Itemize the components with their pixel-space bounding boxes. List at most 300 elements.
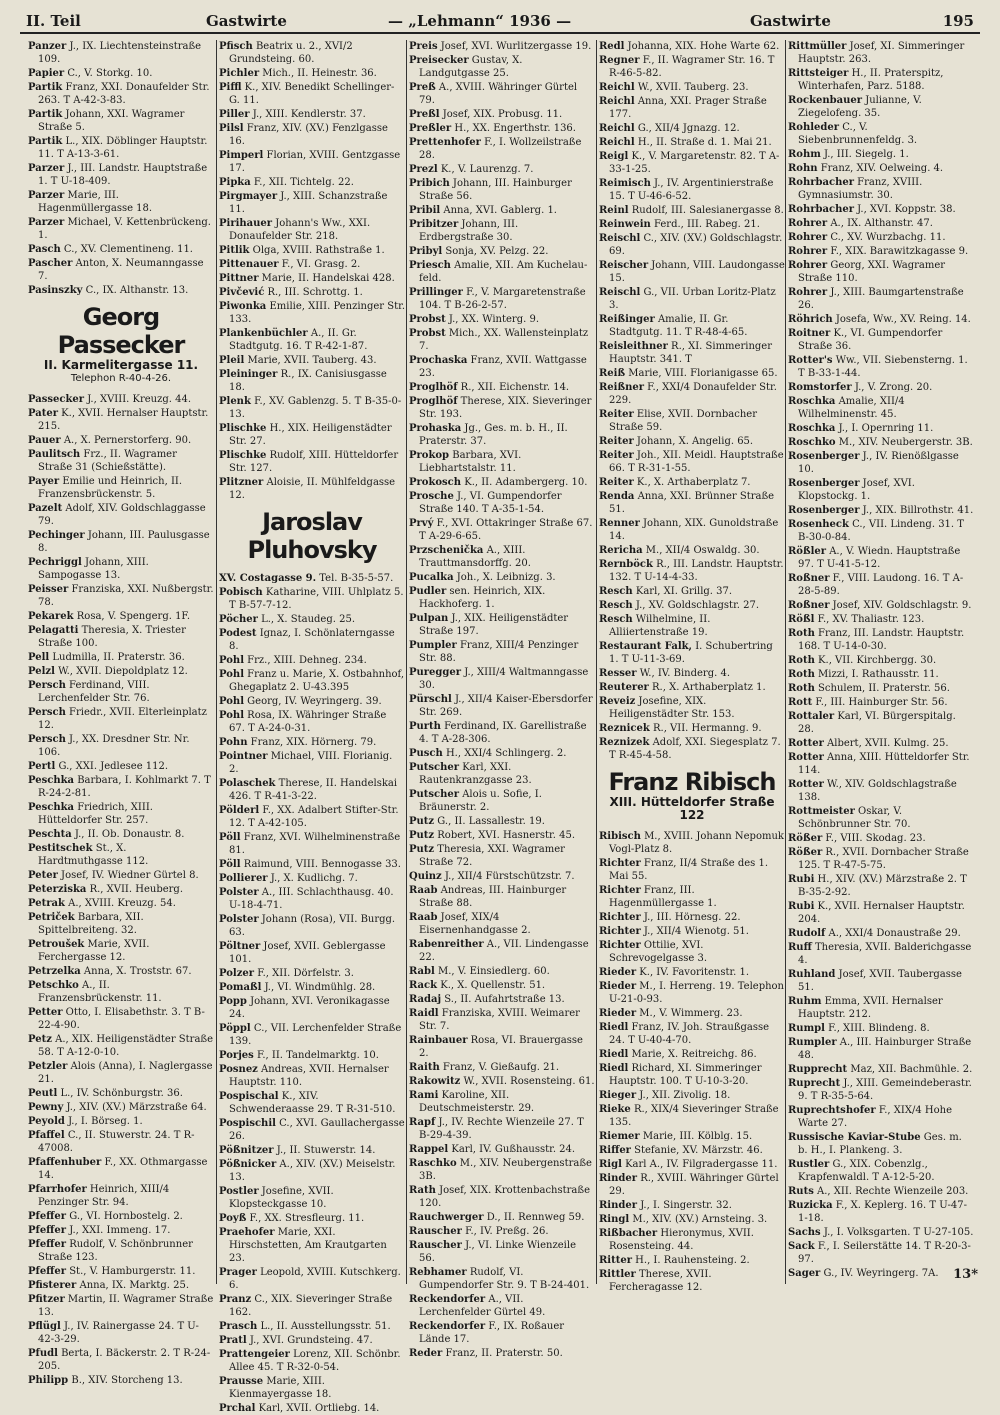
entry-address: Ferdinand, IX. Garellistraße 4. T A-28-306. (419, 721, 587, 745)
entry-address: Josefa, Ww., XV. Reing. 14. (832, 314, 971, 325)
entry-address: Anna, XIII. Hütteldorfer Str. 114. (798, 752, 970, 776)
directory-entry (599, 1048, 785, 1061)
directory-entry (409, 1225, 595, 1238)
directory-entry (599, 1268, 785, 1294)
entry-address: Franz, XIII/4 Penzinger Str. 88. (419, 640, 579, 664)
entry-name: Pribyl (409, 246, 443, 257)
entry-address: Emilie, XIII. Penzinger Str. 133. (229, 301, 405, 325)
directory-entry (219, 736, 405, 749)
entry-address: Theresia, XVII. Balderichgasse 4. (798, 942, 972, 966)
directory-entry (219, 300, 405, 326)
directory-entry (219, 1334, 405, 1347)
entry-name: Rottaler (788, 711, 835, 722)
entry-name: Posnez (219, 1064, 258, 1075)
entry-address: Franz, XIX. Hörnerg. 79. (247, 737, 377, 748)
entry-name: Puregger (409, 667, 462, 678)
entry-name: Pauer (28, 435, 61, 446)
directory-entry (599, 490, 785, 516)
entry-name: Piller (219, 109, 250, 120)
directory-entry (599, 313, 785, 339)
directory-entry (219, 654, 405, 667)
entry-address: H., I. Rauhensteing. 2. (631, 1255, 750, 1266)
entry-name: Rami (409, 1090, 439, 1101)
entry-name: Riffer (599, 1145, 631, 1156)
entry-address: C., XIV. (XV.) Goldschlagstr. 69. (609, 233, 783, 257)
entry-name: Polster (219, 887, 259, 898)
entry-name: Rauscher (409, 1240, 462, 1251)
directory-entry (409, 1089, 595, 1115)
entry-name: Roschka (788, 423, 836, 434)
directory-entry (599, 122, 785, 135)
directory-entry (219, 995, 405, 1021)
directory-entry (28, 679, 214, 705)
directory-entry (788, 217, 974, 230)
entry-name: Sager (788, 1268, 821, 1279)
directory-entry (28, 911, 214, 937)
directory-entry (788, 203, 974, 216)
entry-address: H., XX. Engerthstr. 136. (451, 123, 576, 134)
directory-entry (409, 517, 595, 543)
entry-name: Pater (28, 408, 58, 419)
directory-entry (788, 613, 974, 626)
entry-address: Franz, II. Praterstr. 50. (442, 1348, 563, 1359)
entry-name: Polzer (219, 968, 255, 979)
entry-name: Purth (409, 721, 441, 732)
page-header (20, 10, 980, 34)
directory-entry (788, 737, 974, 750)
directory-entry (599, 884, 785, 910)
directory-entry (219, 1185, 405, 1211)
entry-address: Martin, II. Wagramer Straße 13. (38, 1294, 214, 1318)
entry-address: J., XII. Zivolig. 18. (636, 1090, 731, 1101)
directory-entry (219, 613, 405, 626)
directory-entry (599, 204, 785, 217)
directory-entry (28, 216, 214, 242)
directory-entry (409, 354, 595, 380)
entry-address: Franz, XVII. Wattgasse 23. (419, 355, 587, 379)
entry-address: R., X. Arthaberplatz 1. (648, 682, 766, 693)
entry-name: Pleininger (219, 369, 278, 380)
entry-name: Putz (409, 816, 435, 827)
entry-address: C., V. Siebenbrunnenfeldg. 3. (798, 122, 918, 146)
entry-address: H., XIX. Heiligenstädter Str. 27. (229, 423, 392, 447)
entry-address: R., III. Landstr. Hauptstr. 132. T U-14-4-33. (609, 559, 784, 583)
entry-address: J., XIII. Kendlerstr. 37. (249, 109, 366, 120)
entry-address: Josef, XIX/4 Eisernenhandgasse 2. (419, 912, 531, 936)
entry-address: K., XVII. Hernalser Hauptstr. 204. (798, 901, 965, 925)
directory-entry (28, 1238, 214, 1264)
entry-name: Pichler (219, 68, 260, 79)
directory-entry (219, 67, 405, 80)
directory-entry (599, 81, 785, 94)
directory-entry (788, 259, 974, 285)
entry-name: Reischl (599, 287, 641, 298)
entry-address: Franziska, XVIII. Weimarer Str. 7. (419, 1008, 580, 1032)
entry-address: Anton, X. Neumanngasse 7. (38, 258, 204, 282)
entry-address: Josef, XIX. Probusg. 11. (439, 109, 563, 120)
entry-address: M., XVIII. Johann Nepomuk Vogl-Platz 8. (609, 831, 784, 855)
ad-telephone: Telephon R-40-4-26. (70, 373, 172, 384)
directory-entry (28, 1210, 214, 1223)
entry-address: Joh., XII. Meidl. Hauptstraße 66. T R-31-1-55. (609, 450, 784, 474)
entry-name: Pratl (219, 1335, 247, 1346)
directory-entry (409, 136, 595, 162)
directory-entry (599, 544, 785, 557)
directory-entry (219, 476, 405, 502)
directory-entry (409, 313, 595, 326)
entry-name: Pollierer (219, 873, 268, 884)
entry-name: Pestitschek (28, 843, 93, 854)
entry-address: Franziska, XXI. Nußbergstr. 78. (38, 584, 214, 608)
directory-entry (599, 1199, 785, 1212)
entry-address: J., XIV. (XV.) Märzstraße 64. (63, 1102, 207, 1113)
directory-entry (219, 1402, 405, 1415)
directory-entry (599, 177, 785, 203)
directory-entry (28, 108, 214, 134)
entry-name: Peutl (28, 1088, 58, 1099)
entry-address: Joh., X. Leibnizg. 3. (453, 572, 556, 583)
directory-entry (788, 1063, 974, 1076)
entry-address: Johann, VIII. Laudongasse 15. (609, 260, 785, 284)
entry-address: Heinrich, XIII/4 Penzinger Str. 94. (38, 1184, 170, 1208)
directory-entry (28, 828, 214, 841)
entry-name: Ruts (788, 1186, 814, 1197)
entry-name: Rohleder (788, 122, 840, 133)
directory-entry (599, 667, 785, 680)
directory-entry (28, 1224, 214, 1237)
entry-name: Pobisch (219, 587, 263, 598)
directory-entry (28, 869, 214, 882)
entry-address: Alois (Anna), I. Naglergasse 21. (38, 1061, 213, 1085)
entry-address: sen. Heinrich, XIX. Hackhoferg. 1. (419, 586, 546, 610)
entry-address: K., V. Margaretenstr. 82. T A-33-1-25. (609, 151, 780, 175)
directory-entry (219, 1375, 405, 1401)
entry-name: Rößer (788, 833, 823, 844)
entry-address: W., XVII. Diepoldplatz 12. (54, 666, 188, 677)
directory-entry (599, 218, 785, 231)
entry-address: R., III. Schrottg. 1. (264, 287, 363, 298)
directory-entry (219, 422, 405, 448)
entry-name: Petter (28, 1007, 63, 1018)
entry-name: Peter (28, 870, 58, 881)
entry-name: Rieke (599, 1104, 631, 1115)
entry-name: Reinwein (599, 219, 651, 230)
entry-address: A., VII. Lindengasse 22. (419, 939, 589, 963)
entry-name: Rohrer (788, 287, 828, 298)
entry-address: Elise, XVII. Dornbacher Straße 59. (609, 409, 757, 433)
entry-name: Paulitsch (28, 449, 81, 460)
entry-name: Rößer (788, 847, 823, 858)
entry-name: Pelagatti (28, 625, 79, 636)
entry-name: Prausse (219, 1376, 264, 1387)
entry-address: K., X. Quellenstr. 51. (437, 980, 546, 991)
entry-name: Pfisterer (28, 1280, 77, 1291)
entry-address: Albert, XVII. Kulmg. 25. (823, 738, 949, 749)
entry-name: Reuterer (599, 682, 649, 693)
directory-entry (28, 1279, 214, 1292)
directory-entry (219, 1063, 405, 1089)
entry-name: Rapf (409, 1117, 436, 1128)
directory-entry (788, 1022, 974, 1035)
directory-entry (788, 148, 974, 161)
entry-name: Plenk (219, 396, 251, 407)
entry-name: Prokop (409, 450, 450, 461)
entry-name: Porjes (219, 1050, 254, 1061)
book-title: — „Lehmann“ 1936 — (388, 12, 572, 30)
entry-name: Postler (219, 1186, 259, 1197)
entry-address: G., VI. Hornbostelg. 2. (66, 1211, 183, 1222)
entry-name: Riemer (599, 1131, 640, 1142)
directory-entry (788, 1036, 974, 1062)
entry-name: Philipp (28, 1375, 69, 1386)
entry-name: Piwonka (219, 301, 267, 312)
directory-entry (788, 395, 974, 421)
entry-name: Prager (219, 1267, 257, 1278)
entry-name: Rotter's (788, 355, 833, 366)
directory-entry (599, 1158, 785, 1171)
entry-name: Rath (409, 1185, 436, 1196)
directory-entry (28, 1087, 214, 1100)
entry-name: Reiter (599, 409, 634, 420)
entry-address: Franz, IV. Joh. Straußgasse 24. T U-40-4-70. (609, 1022, 770, 1046)
entry-name: Rosenberger (788, 505, 860, 516)
directory-entry (219, 967, 405, 980)
entry-address: L., XIX. Döblinger Hauptstr. 11. T A-13-3-61. (38, 136, 208, 160)
directory-entry (219, 244, 405, 257)
directory-entry (599, 408, 785, 434)
directory-entry (788, 518, 974, 544)
directory-entry (409, 476, 595, 489)
entry-address: R., VII. Hermanng. 9. (649, 723, 762, 734)
entry-name: Przschenička (409, 545, 484, 556)
entry-address: J., XV. Goldschlagstr. 27. (632, 600, 760, 611)
directory-entry (219, 750, 405, 776)
directory-entry (788, 572, 974, 598)
entry-address: Johann, XIX. Gunoldstraße 14. (609, 518, 779, 542)
entry-name: Sack (788, 1241, 815, 1252)
entry-name: Roßner (788, 573, 830, 584)
directory-entry (219, 395, 405, 421)
entry-name: Proglhöf (409, 382, 458, 393)
directory-entry (599, 340, 785, 366)
directory-entry (788, 846, 974, 872)
entry-address: Josef, IV. Wiedner Gürtel 8. (57, 870, 199, 881)
entry-name: Parzer (28, 190, 65, 201)
entry-address: Emma, XVII. Hernalser Hauptstr. 212. (798, 996, 943, 1020)
entry-name: Prchal (219, 1403, 256, 1414)
entry-address: Barbara, I. Kohlmarkt 7. T R-24-2-81. (38, 775, 211, 799)
directory-entry (788, 313, 974, 326)
directory-entry (28, 1129, 214, 1155)
entry-name: Raab (409, 912, 438, 923)
directory-entry (788, 176, 974, 202)
entry-name: Rack (409, 980, 438, 991)
entry-name: Pimperl (219, 150, 264, 161)
entry-name: Pöll (219, 859, 241, 870)
entry-name: Rotter (788, 752, 824, 763)
entry-address: R., XVII. Dornbacher Straße 125. T R-47-5-75. (798, 847, 969, 871)
entry-name: Riedl (599, 1049, 629, 1060)
entry-name: Resch (599, 586, 633, 597)
directory-entry (219, 1144, 405, 1157)
entry-address: Tel. B-35-5-57. (316, 573, 394, 584)
entry-address: Therese, II. Handelskai 426. T R-41-3-22. (229, 778, 398, 802)
directory-entry (28, 774, 214, 800)
entry-name: Roschko (788, 437, 836, 448)
entry-address: Gustav, X. Landgutgasse 25. (419, 55, 523, 79)
entry-name: Reiß (599, 368, 626, 379)
entry-address: Johanna, XIX. Hohe Warte 62. (624, 41, 780, 52)
entry-name: Richter (599, 940, 641, 951)
entry-address: Franz u. Marie, X. Ostbahnhof, Ghegaplatz 2. U-43.395 (229, 669, 405, 693)
entry-name: Plischke (219, 450, 267, 461)
entry-name: Papier (28, 68, 65, 79)
entry-address: F., XV. Gablenzg. 5. T B-35-0-13. (229, 396, 402, 420)
entry-name: Rosenheck (788, 519, 849, 530)
directory-entry (219, 1226, 405, 1265)
entry-name: Priesch (409, 260, 451, 271)
entry-address: Otto, I. Elisabethstr. 3. T B-22-4-90. (38, 1007, 205, 1031)
entry-name: Pasinszky (28, 285, 83, 296)
directory-entry (28, 434, 214, 447)
entry-address: Ww., VII. Siebensterng. 1. T B-33-1-44. (798, 355, 968, 379)
section-title-right: Gastwirte (750, 12, 831, 30)
entry-address: Rudolf, III. Salesianergasse 8. (628, 205, 784, 216)
directory-entry (219, 258, 405, 271)
directory-entry (28, 475, 214, 501)
directory-entry (599, 613, 785, 639)
entry-name: Rohrer (788, 218, 828, 229)
directory-entry (409, 381, 595, 394)
entry-name: Prohaska (409, 423, 462, 434)
directory-entry (28, 979, 214, 1005)
directory-entry (599, 40, 785, 53)
entry-name: Pößnitzer (219, 1145, 274, 1156)
entry-name: Pribitzer (409, 219, 459, 230)
entry-name: Persch (28, 707, 66, 718)
entry-address: Franz, XIV. Oelweing. 4. (817, 163, 944, 174)
entry-address: K., XIV. Benedikt Schellinger-G. 11. (229, 82, 395, 106)
entry-address: Karl, IV. Gußhausstr. 24. (448, 1144, 576, 1155)
directory-entry (599, 150, 785, 176)
entry-address: Josef, XVII. Taubergasse 51. (798, 969, 962, 993)
directory-entry (219, 108, 405, 121)
directory-entry (28, 502, 214, 528)
entry-address: Stefanie, XV. Märzstr. 46. (630, 1145, 763, 1156)
entry-address: M., V. Einsiedlerg. 60. (434, 966, 550, 977)
entry-name: Reischl (599, 233, 641, 244)
entry-address: K., VII. Kirchbergg. 30. (814, 655, 937, 666)
entry-address: J., XXI. Immeng. 17. (66, 1225, 171, 1236)
entry-name: Rupprecht (788, 1064, 848, 1075)
directory-entry (409, 1116, 595, 1142)
entry-name: Pazelt (28, 503, 63, 514)
directory-entry (788, 231, 974, 244)
entry-name: Probst (409, 328, 446, 339)
entry-name: Pertl (28, 761, 56, 772)
entry-name: Parzer (28, 163, 65, 174)
entry-name: Parzer (28, 217, 65, 228)
entry-address: St., X. Hardtmuthgasse 112. (38, 843, 149, 867)
entry-address: F., II. Wagramer Str. 16. T R-46-5-82. (609, 55, 775, 79)
entry-name: Pudler (409, 586, 447, 597)
directory-entry (219, 272, 405, 285)
entry-address: H., XIV. (XV.) Märzstraße 2. T B-35-2-92. (798, 874, 967, 898)
directory-entry (599, 259, 785, 285)
entry-name: Petzler (28, 1061, 68, 1072)
entry-address: J., XVI. Grundsteing. 47. (246, 1335, 373, 1346)
entry-name: Pößnicker (219, 1159, 277, 1170)
directory-entry (409, 1266, 595, 1292)
entry-name: Rainbauer (409, 1035, 468, 1046)
entry-name: Pirihauer (219, 218, 273, 229)
directory-entry (788, 286, 974, 312)
directory-entry (28, 760, 214, 773)
entry-name: Restaurant Falk, (599, 641, 693, 652)
entry-name: Peterziska (28, 884, 87, 895)
directory-entry (599, 449, 785, 475)
entry-address: Marie, XVII. Ferchergasse 12. (38, 939, 150, 963)
entry-address: Karl, VI. Bürgerspitalg. 28. (798, 711, 956, 735)
directory-entry (28, 1347, 214, 1373)
entry-name: Roth (788, 655, 815, 666)
entry-address: F., II. Tandelmarktg. 10. (253, 1050, 379, 1061)
directory-entry (219, 176, 405, 189)
page-number: 195 (942, 12, 974, 30)
directory-entry (28, 67, 214, 80)
entry-name: Rott (788, 697, 813, 708)
entry-address: J., III. Hörnesg. 22. (640, 912, 741, 923)
entry-name: Petroušek (28, 939, 85, 950)
entry-address: Wilhelmine, II. Alliiertenstraße 19. (609, 614, 711, 638)
entry-address: A., XIII. Trauttmansdorffg. 20. (419, 545, 531, 569)
directory-entry (409, 720, 595, 746)
directory-entry (409, 829, 595, 842)
entry-name: Pospischil (219, 1118, 276, 1129)
directory-entry (219, 572, 405, 585)
entry-address: G., II. Lassallestr. 19. (434, 816, 545, 827)
entry-address: F., XII. Dörfelstr. 3. (254, 968, 354, 979)
entry-address: F., IV. Preßg. 26. (461, 1226, 549, 1237)
entry-name: Pospischal (219, 1091, 279, 1102)
entry-address: R., XVIII. Währinger Gürtel 29. (609, 1173, 779, 1197)
entry-address: J., I. Singerstr. 32. (637, 1200, 732, 1211)
entry-address: Karl A., IV. Filgradergasse 11. (621, 1159, 778, 1170)
entry-name: Richter (599, 912, 641, 923)
directory-entry (599, 558, 785, 584)
directory-entry (788, 778, 974, 804)
entry-address: F., IX. Roßauer Lände 17. (419, 1321, 565, 1345)
entry-name: Rohn (788, 163, 818, 174)
entry-address: J., XII/4 Wienotg. 51. (640, 926, 749, 937)
entry-name: Renda (599, 491, 635, 502)
entry-name: Pfeffer (28, 1225, 67, 1236)
entry-name: Rotter (788, 779, 824, 790)
entry-address: Marie, XVII. Tauberg. 43. (244, 355, 377, 366)
directory-entry (409, 1143, 595, 1156)
entry-address: Josef, XI. Simmeringer Hauptstr. 263. (798, 41, 965, 65)
directory-entry (219, 1266, 405, 1292)
directory-entry (219, 831, 405, 857)
directory-entry (599, 681, 785, 694)
entry-address: J., IX. Liechtensteinstraße 109. (38, 41, 202, 65)
entry-name: Polster (219, 914, 259, 925)
entry-name: Petriček (28, 912, 75, 923)
directory-entry (28, 40, 214, 66)
entry-address: Mich., XX. Wallensteinplatz 7. (419, 328, 589, 352)
entry-name: Pleil (219, 355, 245, 366)
entry-address: K., X. Arthaberplatz 7. (633, 477, 751, 488)
